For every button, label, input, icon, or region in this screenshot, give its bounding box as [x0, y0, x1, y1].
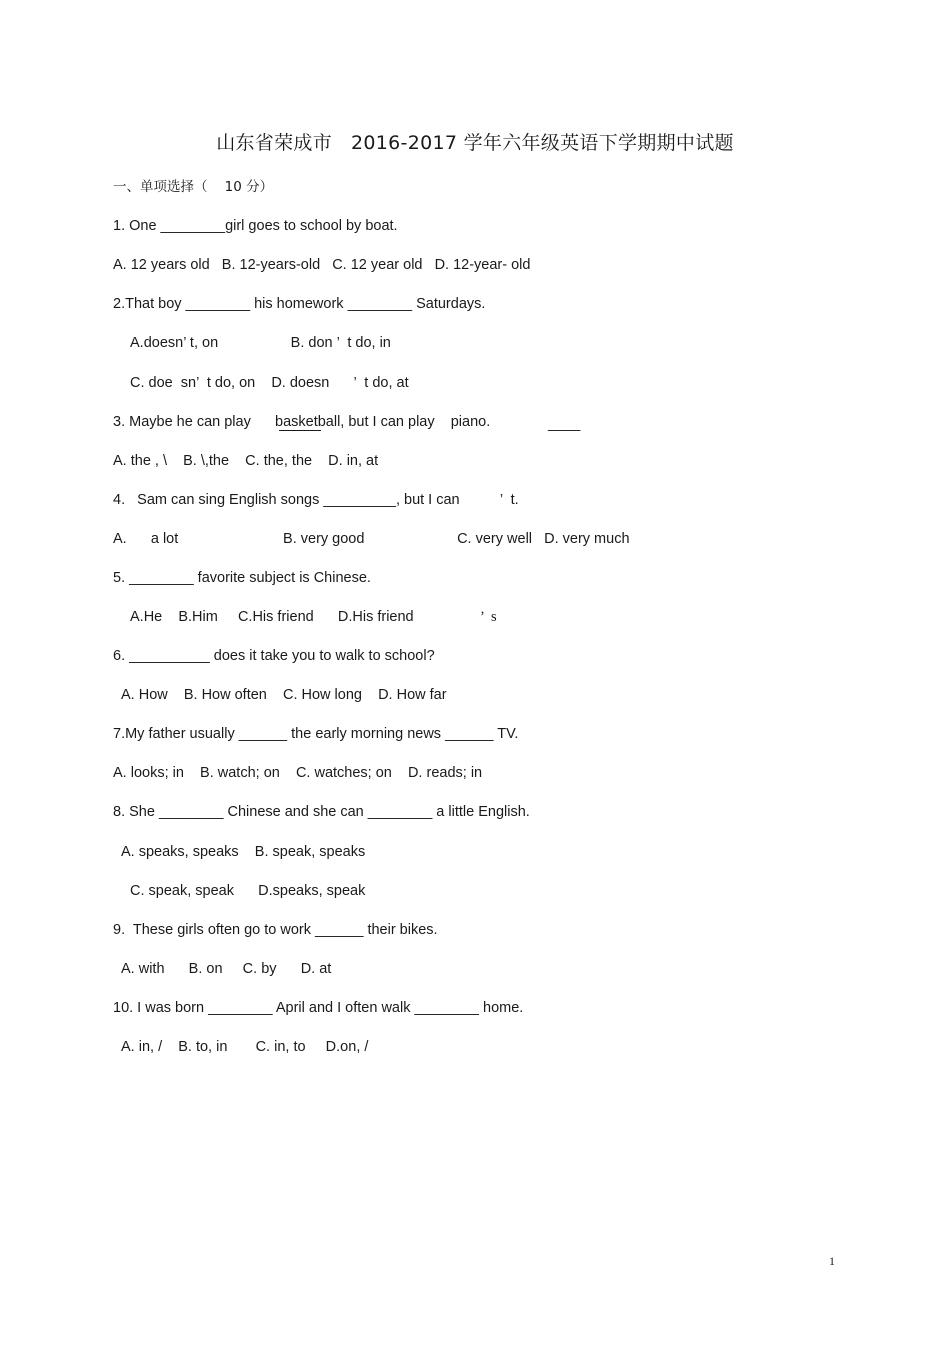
question-4: 4. Sam can sing English songs _________, but I can ’ t.	[113, 492, 519, 508]
question-2: 2.That boy ________ his homework ________ Saturdays.	[113, 296, 486, 312]
question-5: 5. ________ favorite subject is Chinese.	[113, 570, 371, 586]
question-3-blank: ____	[548, 416, 581, 432]
question-6-options: A. How B. How often C. How long D. How far	[121, 687, 447, 703]
question-10: 10. I was born ________ April and I often walk ________ home.	[113, 1000, 524, 1016]
basketball-underline	[279, 430, 321, 431]
question-8-options-cd: C. speak, speak D.speaks, speak	[130, 883, 366, 899]
section-heading: 一、单项选择（ 10 分）	[113, 179, 274, 195]
page-number: 1	[829, 1254, 835, 1268]
question-1: 1. One ________girl goes to school by boat.	[113, 218, 398, 234]
question-5-options: A.He B.Him C.His friend D.His friend	[130, 609, 414, 625]
question-10-options: A. in, / B. to, in C. in, to D.on, /	[121, 1039, 369, 1055]
document-title: 山东省荣成市 2016-2017 学年六年级英语下学期期中试题	[216, 132, 734, 154]
question-8: 8. She ________ Chinese and she can ________ a little English.	[113, 804, 530, 820]
question-9-options: A. with B. on C. by D. at	[121, 961, 332, 977]
question-5-apostrophe-s: ’ s	[480, 609, 497, 625]
question-3-options: A. the , \ B. \,the C. the, the D. in, at	[113, 453, 379, 469]
question-1-options: A. 12 years old B. 12-years-old C. 12 year old D. 12-year- old	[113, 257, 531, 273]
question-2-options-cd: C. doe sn’ t do, on D. doesn ’ t do, at	[130, 375, 409, 391]
question-4-options: A. a lot B. very good C. very well D. very much	[113, 531, 630, 547]
question-2-options-ab: A.doesn’ t, on B. don ’ t do, in	[130, 335, 391, 351]
question-7-options: A. looks; in B. watch; on C. watches; on D. reads; in	[113, 765, 483, 781]
question-8-options-ab: A. speaks, speaks B. speak, speaks	[121, 844, 366, 860]
question-3: 3. Maybe he can play basketball, but I can play piano.	[113, 414, 491, 430]
question-9: 9. These girls often go to work ______ their bikes.	[113, 922, 438, 938]
question-7: 7.My father usually ______ the early morning news ______ TV.	[113, 726, 519, 742]
question-6: 6. __________ does it take you to walk to school?	[113, 648, 435, 664]
